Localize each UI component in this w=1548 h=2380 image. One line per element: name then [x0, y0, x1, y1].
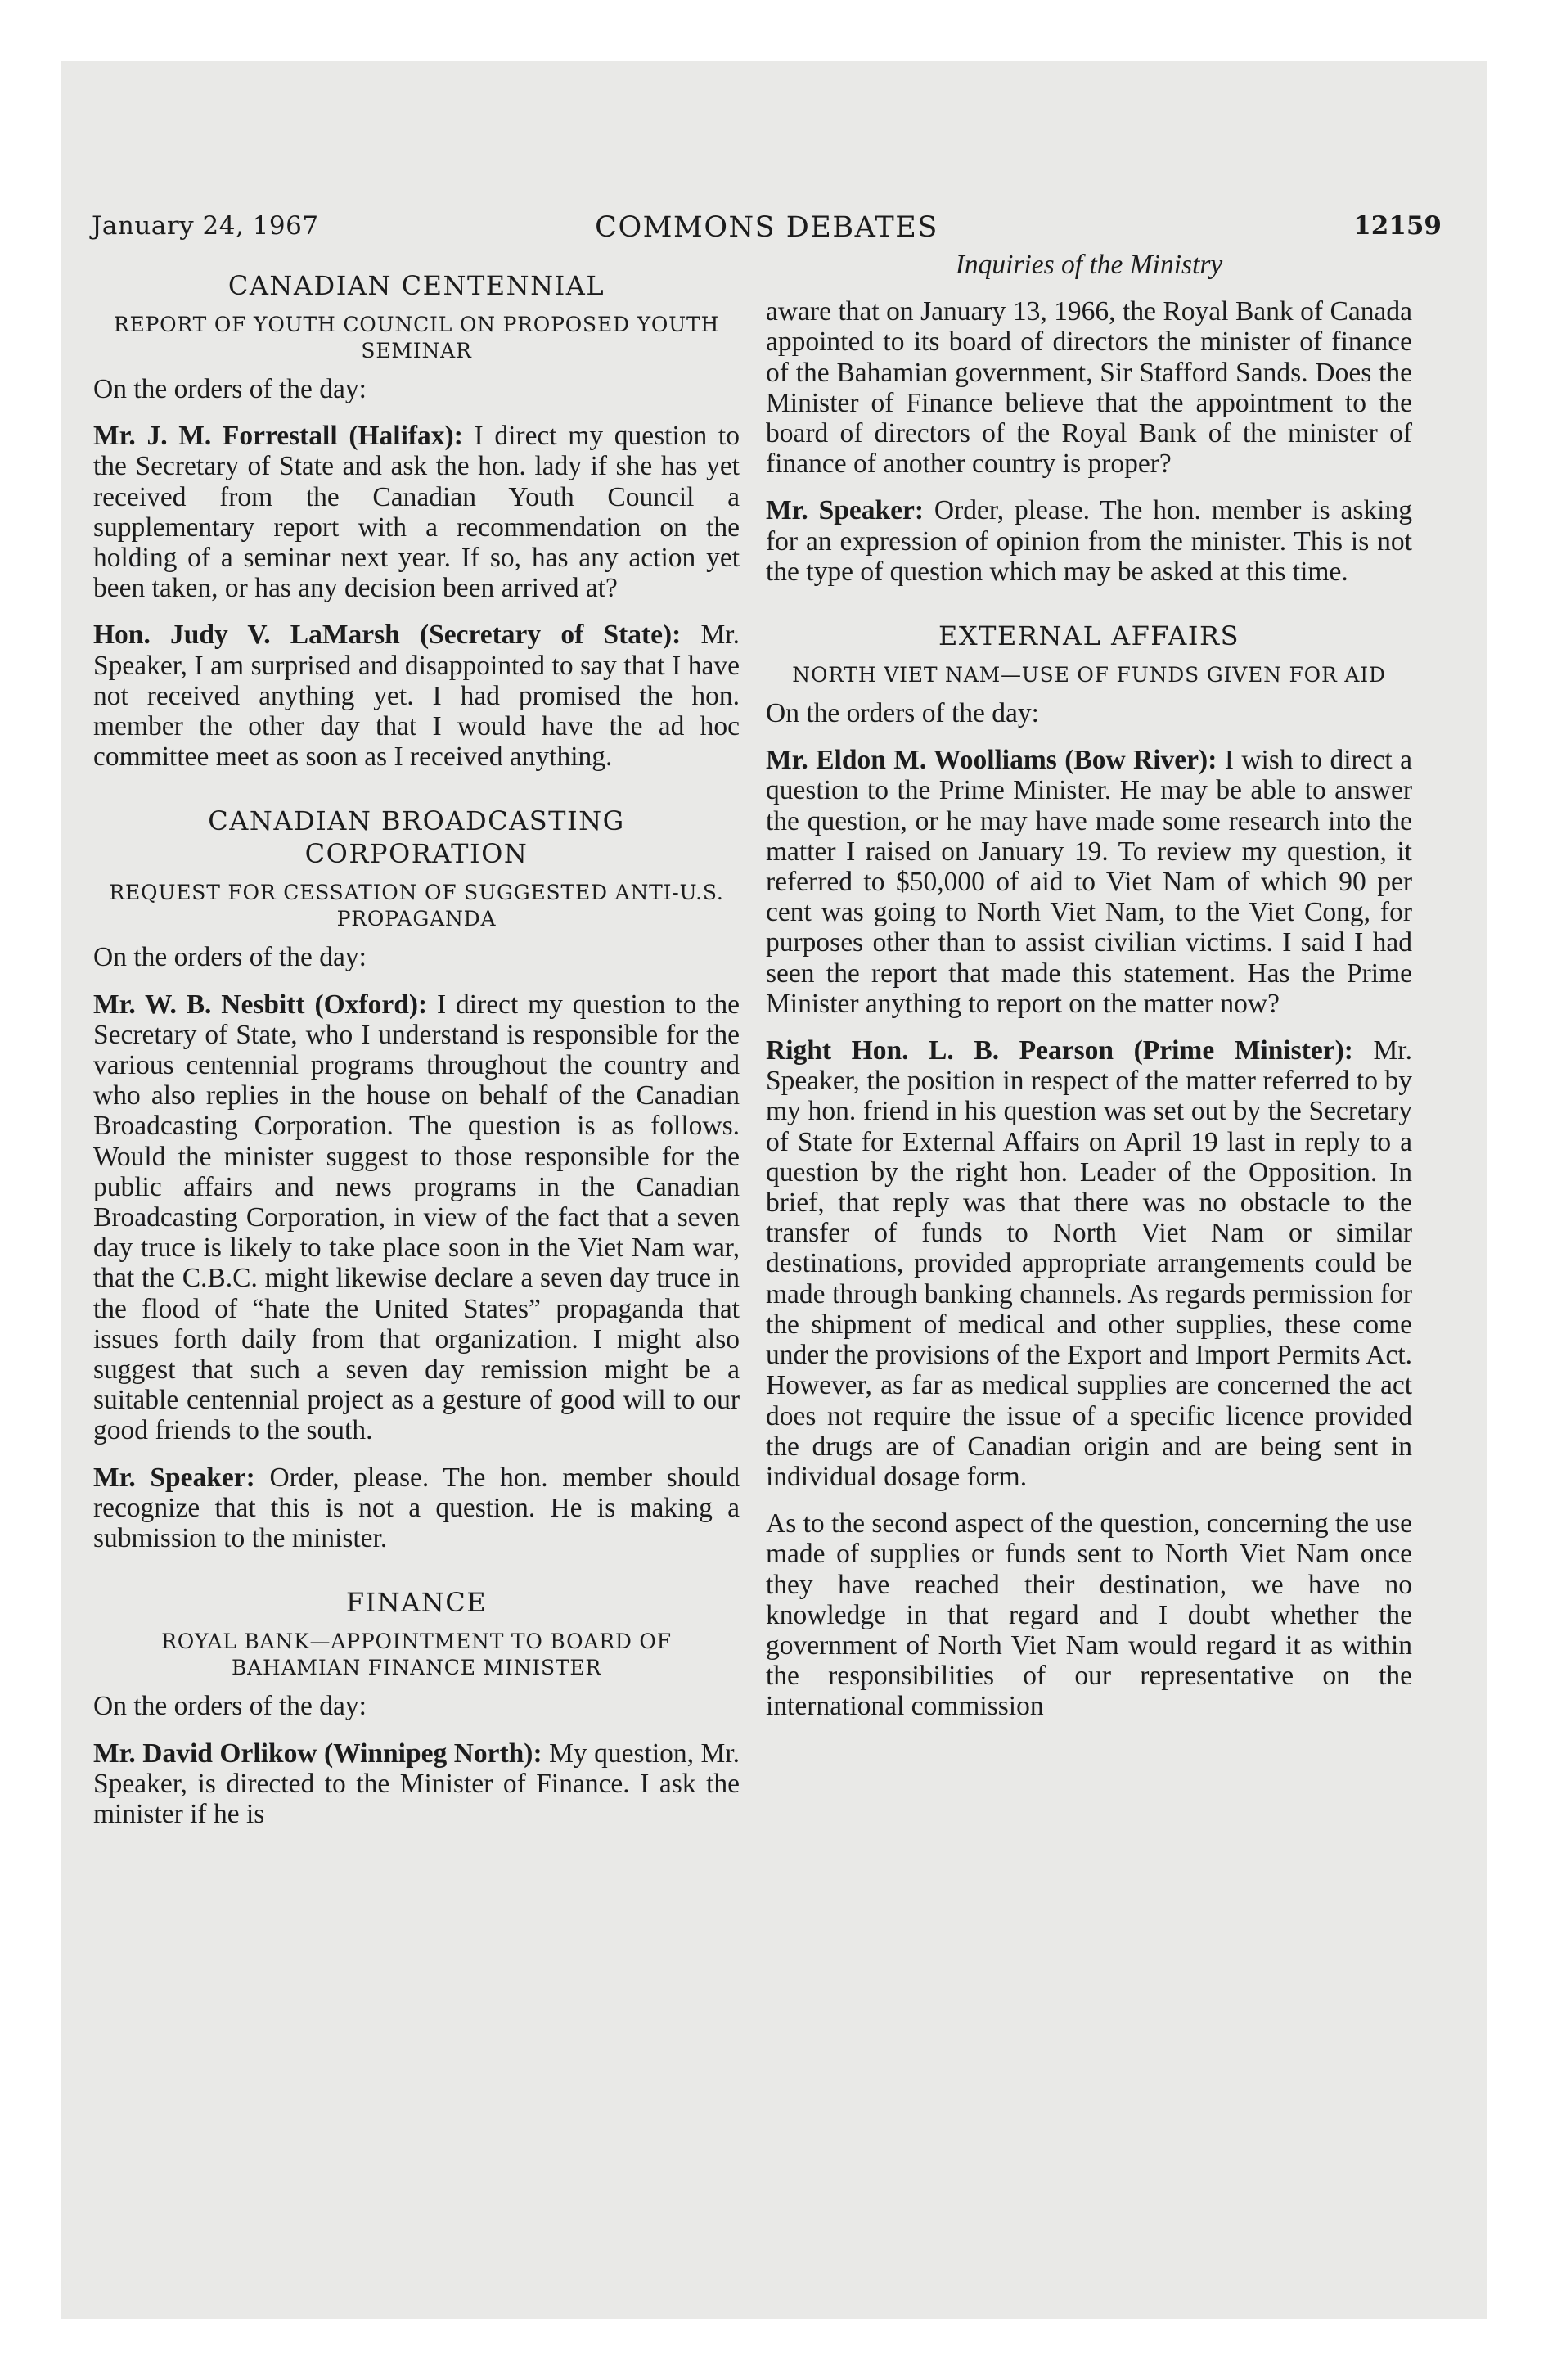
header-date: January 24, 1967	[92, 211, 319, 241]
header-page-number: 12159	[1353, 211, 1442, 241]
section-heading-broadcasting: CANADIAN BROADCASTING CORPORATION	[208, 805, 625, 870]
header-title: COMMONS DEBATES	[595, 211, 938, 244]
speech-text: I direct my question to the Secretary of State and ask the hon. lady if she has yet received from the Canadian Youth Council a supplementary report with a recommendation on the holding of a seminar next year. If so, has any action yet been taken, or has any decision been arrived at?	[93, 421, 740, 604]
speaker-name: Mr. J. M. Forrestall (Halifax):	[93, 421, 463, 452]
subheading-youth-council: REPORT OF YOUTH COUNCIL ON PROPOSED YOUTH SEMINAR	[113, 313, 720, 363]
speech-text: Order, please. The hon. member is asking for an expression of opinion from the minister. This is not the type of question which may be asked at this time.	[766, 495, 1412, 587]
speech-text: My question, Mr. Speaker, is directed to the Minister of Finance. I ask the minister if he is	[93, 1738, 740, 1829]
speech-text: Mr. Speaker, the position in respect of the matter referred to by my hon. friend in his question was set out by the Secretary of State for External Affairs on April 19 last in reply to a question by the right hon. Leader of the Opposition. In brief, that reply was that there was no obstacle to the transfer of funds to North Viet Nam or similar destinations, provided appropriate arrangements could be made through banking channels. As regards permission for the shipment of medical and other supplies, these come under the provisions of the Export and Import Permits Act. However, as far as medical supplies are concerned the act does not require the issue of a specific licence provided the drugs are of Canadian origin and are being sent in individual dosage form.	[766, 1035, 1412, 1492]
right-column	[766, 250, 1412, 1738]
speech-text: Mr. Speaker, I am surprised and disappointed to say that I have not received anything yet. I had promised the hon. member the other day that I would have the ad hoc committee meet as soon as I received anything.	[93, 620, 740, 773]
section-heading-finance: FINANCE	[345, 1587, 488, 1619]
subheading-viet-nam-funds: NORTH VIET NAM—USE OF FUNDS GIVEN FOR AID	[792, 663, 1386, 687]
subheading-royal-bank: ROYAL BANK—APPOINTMENT TO BOARD OF BAHAMIAN FINANCE MINISTER	[161, 1629, 672, 1680]
paragraph-pearson	[766, 1035, 1412, 1492]
paragraph-lamarsh	[93, 620, 740, 772]
orders-of-the-day: On the orders of the day:	[93, 942, 367, 973]
speaker-name: Hon. Judy V. LaMarsh (Secretary of State):	[93, 620, 682, 651]
speech-text: Order, please. The hon. member should recognize that this is not a question. He is making a submission to the minister.	[93, 1462, 740, 1554]
paragraph-speaker	[766, 495, 1412, 587]
section-heading-canadian-centennial: CANADIAN CENTENNIAL	[227, 270, 605, 301]
left-column	[93, 250, 740, 1846]
paragraph-pearson-continued: As to the second aspect of the question, concerning the use made of supplies or funds sent to North Viet Nam once they have reached their destination, we have no knowledge in that regard and I doubt whether the government of North Viet Nam would regard it as within the responsibilities of our representative on the international commission	[766, 1508, 1412, 1722]
section-heading-external-affairs: EXTERNAL AFFAIRS	[938, 620, 1240, 652]
speaker-name: Mr. W. B. Nesbitt (Oxford):	[93, 989, 428, 1020]
paragraph-orlikow-continued: aware that on January 13, 1966, the Royal Bank of Canada appointed to its board of directors the minister of finance of the Bahamian government, Sir Stafford Sands. Does the Minister of Finance believe that the appointment to the board of directors of the Royal Bank of the minister of finance of another country is proper?	[766, 296, 1412, 480]
subheading-propaganda: REQUEST FOR CESSATION OF SUGGESTED ANTI-U.S. PROPAGANDA	[109, 881, 724, 931]
speech-text: I wish to direct a question to the Prime Minister. He may be able to answer the question, or he may have made some research into the matter I raised on January 19. To review my question, it referred to $50,000 of aid to Viet Nam of which 90 per cent was going to North Viet Nam, to the Viet Cong, for purposes other than to assist civilian victims. I said I had seen the report that made this statement. Has the Prime Minister anything to report on the matter now?	[766, 745, 1412, 1019]
speaker-name: Right Hon. L. B. Pearson (Prime Minister):	[766, 1035, 1353, 1066]
speaker-name: Mr. Speaker:	[93, 1462, 255, 1493]
paragraph-speaker	[93, 1463, 740, 1554]
paragraph-woolliams	[766, 745, 1412, 1019]
paragraph-nesbitt	[93, 989, 740, 1446]
paragraph-forrestall	[93, 421, 740, 603]
speech-text: I direct my question to the Secretary of State, who I understand is responsible for the various centennial programs throughout the country and who also replies in the house on behalf of the Canadian Broadcasting Corporation. The question is as follows. Would the minister suggest to those responsible for the public affairs and news programs in the Canadian Broadcasting Corporation, in view of the fact that a seven day truce is likely to take place soon in the Viet Nam war, that the C.B.C. might likewise declare a seven day truce in the flood of “hate the United States” propaganda that issues forth daily from that organization. I might also suggest that such a seven day remission might be a suitable centennial project as a gesture of good will to our good friends to the south.	[93, 989, 740, 1446]
speaker-name: Mr. David Orlikow (Winnipeg North):	[93, 1738, 542, 1769]
paragraph-orlikow	[93, 1738, 740, 1830]
speaker-name: Mr. Speaker:	[766, 495, 925, 526]
orders-of-the-day: On the orders of the day:	[93, 374, 367, 404]
speaker-name: Mr. Eldon M. Woolliams (Bow River):	[766, 745, 1217, 776]
running-head: Inquiries of the Ministry	[955, 250, 1223, 280]
orders-of-the-day: On the orders of the day:	[766, 698, 1039, 729]
orders-of-the-day: On the orders of the day:	[93, 1691, 367, 1722]
